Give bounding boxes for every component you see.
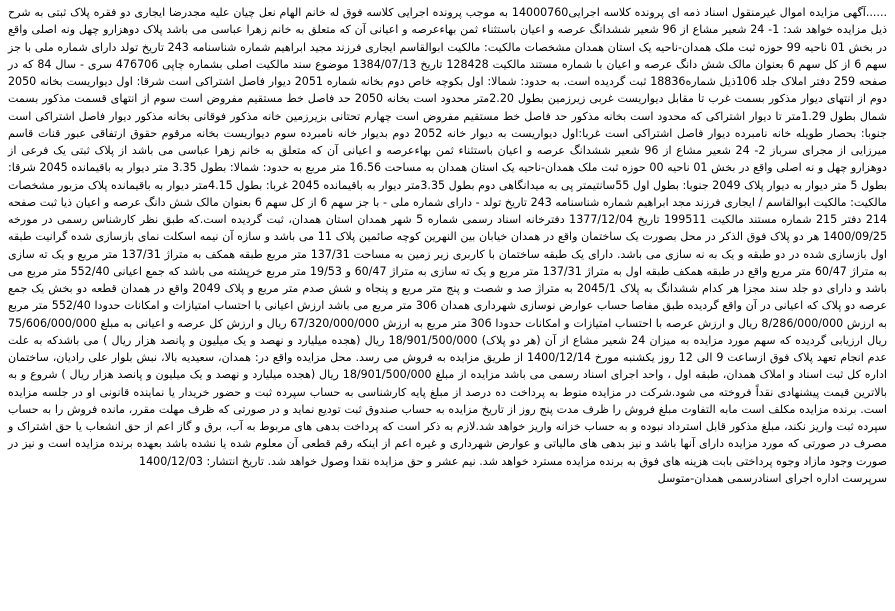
- notice-body: ......آگهی مزایده اموال غیرمنقول اسناد ذمه ای پرونده کلاسه اجرایی14000760 به موجب پرونده اجرایی کلاسه فوق له خانم الهام نعل چیان علیه مجدرضا ایجاری دو فقره پلاک ثبتی به شرح ذیل مزایده خواهد شد: 1- 24 شعیر مشاع از 96 شعیر ششدانگ عرصه و اعیان باستثناء ثمن بهاءعرصه و اعیانی آن که متعلق به خانم زهرا عباسی می باشد پلاک دوهزارو چهل ونه اصلی واقع در بخش 01 ناحیه 99 حوزه ثبت ملک همدان-ناحیه یک استان همدان مشخصات مالکیت: مالکیت ابوالقاسم ایجاری فرزند مجید ابراهیم شماره شناسنامه 243 تاریخ تولد دارای شماره ملی با جز سهم 6 از کل سهم 6 بعنوان مالک شش دانگ عرصه و اعیان با شماره مستند مالکیت 128428 تاریخ 1384/07/13 موضوع سند مالکیت اصلی بشماره چاپی 476706 سری - سال 84 که در صفحه 259 دفتر املاک جلد 106ذیل شماره18836 ثبت گردیده است. به حدود: شمالا: اول بکوچه خاص دوم بخانه شماره 2051 دیوار فاصل اشتراکی است شرقا: اول دیواریست بخانه 2050 دوم از انتهای دیوار مذکور بسمت غرب تا مقابل دیواریست غربی زیرزمین بطول 2.20متر محدود است بخانه 2050 حد فاصل خط مستقیم مفروض است سوم از انتهای قسمت مذکور بسمت شمال بطول 1.29متر تا دیوار اشتراکی که محدود است بخانه مذکور حد فاصل خط مستقیم مفروض است چهارم تحتانی بزیرزمین خانه مذکور فوقانی بخانه مذکور دیوار فاصل اشتراکی است جنوبا: بحصار طویله خانه نامبرده دیوار فاصل اشتراکی است غربا:اول دیواریست به دیوار خانه 2052 دوم بدیوار خانه نامبرده سوم دیواریست بخانه مرقوم حقوق ارتفاقی عبور قنات قاسم میرزایی از مجرای سرباز 2- 24 شعیر مشاع از 96 شعیر ششدانگ عرصه و اعیان باستثناء ثمن بهاءعرصه و اعیانی آن که متعلق به خانم زهرا عباسی می باشد از پلاک ثبتی یک فرعی از دوهزارو چهل و نه اصلی واقع در بخش 01 ناحیه 00 حوزه ثبت ملک همدان-ناحیه یک استان همدان به مساحت 16.56 متر مربع به حدود: شمالا: بطول 3.35 متر دیوار به باقیمانده 2045 شرقا: بطول 5 متر دیوار به دیوار پلاک 2049 جنوبا: بطول اول 55سانتیمتر پی به میدانگاهی دوم بطول 3.35متر دیوار به باقیمانده 2045 غربا: بطول 4.15متر دیوار به باقیمانده پلاک مزبور مشخصات مالکیت: مالکیت ابوالقاسم / ایجاری فرزند مجد ابراهیم شماره شناسنامه 243 تاریخ تولد - دارای شماره ملی - با جز سهم 6 از کل سهم 6 بعنوان مالک شش دانگ عرصه و اعیان ذیا ثبت صفحه 214 دفتر 215 شماره مستند مالکیت 199511 تاریخ 1377/12/04 دفترخانه اسناد رسمی شماره 5 شهر همدان استان همدان، ثبت گردیده است.که طبق نظر کارشناس رسمی در مورخه 1400/09/25 هر دو پلاک فوق الذکر در محل بصورت یک ساختمان واقع در همدان خیابان بین النهرین کوچه صائمین پلاک 11 می باشد و سازه آن نیمه اسکلت نمای بازسازی شده گرانیت طبقه اول بازسازی شده در دو طبقه و یک به نه سازی می باشد. دارای یک طبقه ساختمان با کاربری زیر زمین به مساحت 137/31 متر مربع طبقه همکف به متراژ 137/31 متر مربع و یک ته سازی به متراژ 60/47 متر مربع واقع در طبقه همکف طبقه اول به متراژ 137/31 متر مربع و یک ته سازی به متراژ 60/47 و 19/53 متر مربع خرپشته می باشد که جمع اعیانی 552/40 متر مربع می باشد و دارای دو جلد سند مجزا هر کدام ششدانگ به پلاک 2045/1 به متراژ صد و شصت و پنج متر مربع و پنجاه و شش صدم متر مربع و پلاک 2049 واقع در همدان قطعه دو بخش یک جمع عرصه دو پلاک که اعیانی در آن واقع گردیده طبق مفاصا حساب عوارض نوسازی شهرداری همدان 306 متر مربع می باشد ارزش اعیانی با احتساب امتیازات و امکانات حدودا 552/40 متر مربع به ارزش 8/286/000/000 ریال و ارزش عرصه با احتساب امتیازات و امکانات حدودا 306 متر مربع به ارزش 67/320/000/000 ریال و ارزش کل عرصه و اعیانی به مبلغ 75/606/000/000 ریال ارزیابی گردیده که سهم مورد مزایده به میزان 24 شعیر مشاع از آن (هر دو پلاک) 18/901/500/000 ریال (هجده میلیارد و نهصد و یک میلیون و پانصد هزار ریال ) می باشدکه به علت عدم انجام تعهد پلاک فوق ازساعت 9 الی 12 روز یکشنبه مورخ 1400/12/14 از طریق مزایده به فروش می رسد. محل مزایده واقع در: همدان، سعیدیه بالا، نبش بلوار علی رادیان، ساختمان اداره کل ثبت اسناد و املاک همدان، طبقه اول ، واحد اجرای اسناد رسمی می باشد مزایده از مبلغ 18/901/500/000 ریال (هجده میلیارد و نهصد و یک میلیون و پانصد هزار ریال ) شروع و به بالاترین قیمت پیشنهادی نقداً فروخته می شود.شرکت در مزایده منوط به پرداخت ده درصد از مبلغ پایه کارشناسی به حساب سپرده ثبت و حضور خریدار یا نماینده قانونی او در جلسه مزایده است. برنده مزایده مکلف است مابه التفاوت مبلغ فروش را ظرف مدت پنج روز از تاریخ مزایده به حساب صندوق ثبت تودیع نماید و در صورتی که ظرف مهلت مقرر، مانده فروش را به حساب سپرده ثبت واریز نکند، مبلغ مذکور قابل استرداد نبوده و به حساب خزانه واریز خواهد شد.لازم به ذکر است که پرداخت بدهی های مربوط به آب، برق و گاز اعم از حق انشعاب یا حق اشتراک و مصرف در صورتی که مورد مزایده دارای آنها باشد و نیز بدهی های مالیاتی و عوارض شهرداری و غیره اعم از اینکه رقم قطعی آن معلوم شده یا نشده باشد بعهده برنده مزایده است و نیز در صورت وجود مازاد وجوه پرداختی بابت هزینه های فوق به برنده مزایده مسترد خواهد شد. نیم عشر و حق مزایده نقدا وصول خواهد شد. تاریخ انتشار: 1400/12/03: [8, 6, 888, 468]
- notice-signature: سرپرست اداره اجرای اسنادرسمی همدان-متوسل: [657, 471, 887, 485]
